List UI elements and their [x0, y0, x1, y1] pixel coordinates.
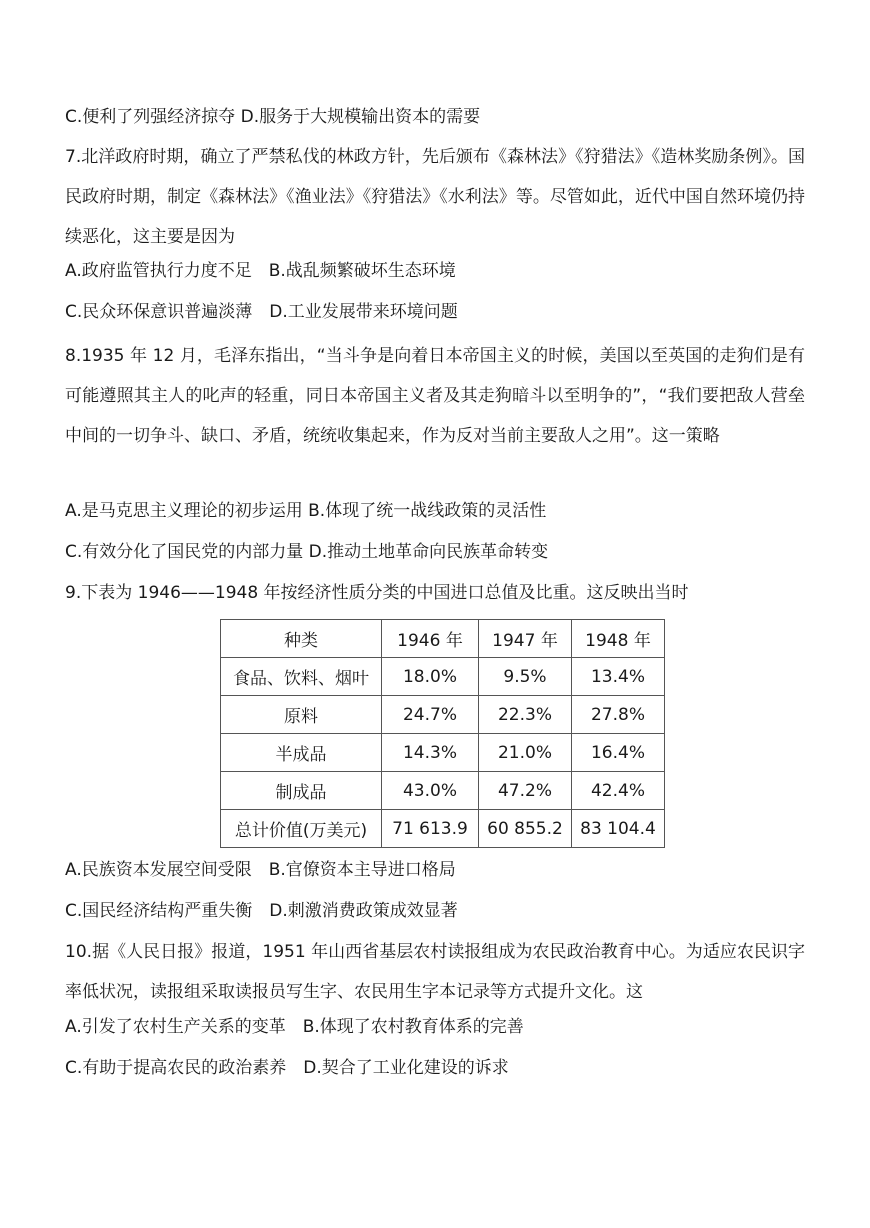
table-cell: 21.0% — [479, 734, 572, 772]
q6-option-cd: C.便利了列强经济掠夺 D.服务于大规模输出资本的需要 — [65, 107, 481, 127]
q8-stem: 8.1935 年 12 月，毛泽东指出，“当斗争是向着日本帝国主义的时候，美国以至英国的走狗们是有可能遵照其主人的叱声的轻重，同日本帝国主义者及其走狗暗斗以至明争的”，“我们要把敌人营垒中间的一切争斗、缺口、矛盾，统统收集起来，作为反对当前主要敌人之用”。这一策略 — [65, 346, 805, 446]
q8-option-ab: A.是马克思主义理论的初步运用 B.体现了统一战线政策的灵活性 — [65, 501, 547, 521]
table-cell: 42.4% — [572, 772, 665, 810]
table-row — [221, 734, 665, 772]
table-row — [221, 658, 665, 696]
q8-option-cd: C.有效分化了国民党的内部力量 D.推动土地革命向民族革命转变 — [65, 542, 549, 562]
table-cell: 原料 — [221, 696, 382, 734]
q7-option-cd: C.民众环保意识普遍淡薄 D.工业发展带来环境问题 — [65, 302, 458, 322]
q9-stem: 9.下表为 1946——1948 年按经济性质分类的中国进口总值及比重。这反映出当时 — [65, 583, 689, 603]
table-cell: 制成品 — [221, 772, 382, 810]
table-cell: 13.4% — [572, 658, 665, 696]
table-header-cell: 种类 — [221, 620, 382, 658]
table-cell: 83 104.4 — [572, 810, 665, 848]
table-row — [221, 772, 665, 810]
table-cell: 60 855.2 — [479, 810, 572, 848]
table-header-cell: 1946 年 — [382, 620, 479, 658]
table-cell: 47.2% — [479, 772, 572, 810]
table-header-row — [221, 620, 665, 658]
q7-option-ab: A.政府监管执行力度不足 B.战乱频繁破坏生态环境 — [65, 261, 456, 281]
table-cell: 27.8% — [572, 696, 665, 734]
table-cell: 24.7% — [382, 696, 479, 734]
table-header-cell: 1947 年 — [479, 620, 572, 658]
table-cell: 43.0% — [382, 772, 479, 810]
table-cell: 食品、饮料、烟叶 — [221, 658, 382, 696]
table-cell: 16.4% — [572, 734, 665, 772]
table-cell: 半成品 — [221, 734, 382, 772]
q9-option-ab: A.民族资本发展空间受限 B.官僚资本主导进口格局 — [65, 860, 456, 880]
table-row — [221, 696, 665, 734]
table-row — [221, 810, 665, 848]
import-table — [220, 619, 665, 848]
q10-stem: 10.据《人民日报》报道，1951 年山西省基层农村读报组成为农民政治教育中心。为适应农民识字率低状况，读报组采取读报员写生字、农民用生字本记录等方式提升文化。这 — [65, 942, 805, 1002]
table-header-cell: 1948 年 — [572, 620, 665, 658]
table-cell: 18.0% — [382, 658, 479, 696]
table-cell: 22.3% — [479, 696, 572, 734]
q7-stem: 7.北洋政府时期，确立了严禁私伐的林政方针，先后颁布《森林法》《狩猎法》《造林奖励条例》。国民政府时期，制定《森林法》《渔业法》《狩猎法》《水利法》等。尽管如此，近代中国自然环境仍持续恶化，这主要是因为 — [65, 147, 805, 247]
table-cell: 总计价值(万美元) — [221, 810, 382, 848]
table-cell: 14.3% — [382, 734, 479, 772]
table-cell: 71 613.9 — [382, 810, 479, 848]
q10-option-ab: A.引发了农村生产关系的变革 B.体现了农村教育体系的完善 — [65, 1017, 524, 1037]
q10-option-cd: C.有助于提高农民的政治素养 D.契合了工业化建设的诉求 — [65, 1058, 509, 1078]
q9-option-cd: C.国民经济结构严重失衡 D.刺激消费政策成效显著 — [65, 901, 458, 921]
table-cell: 9.5% — [479, 658, 572, 696]
